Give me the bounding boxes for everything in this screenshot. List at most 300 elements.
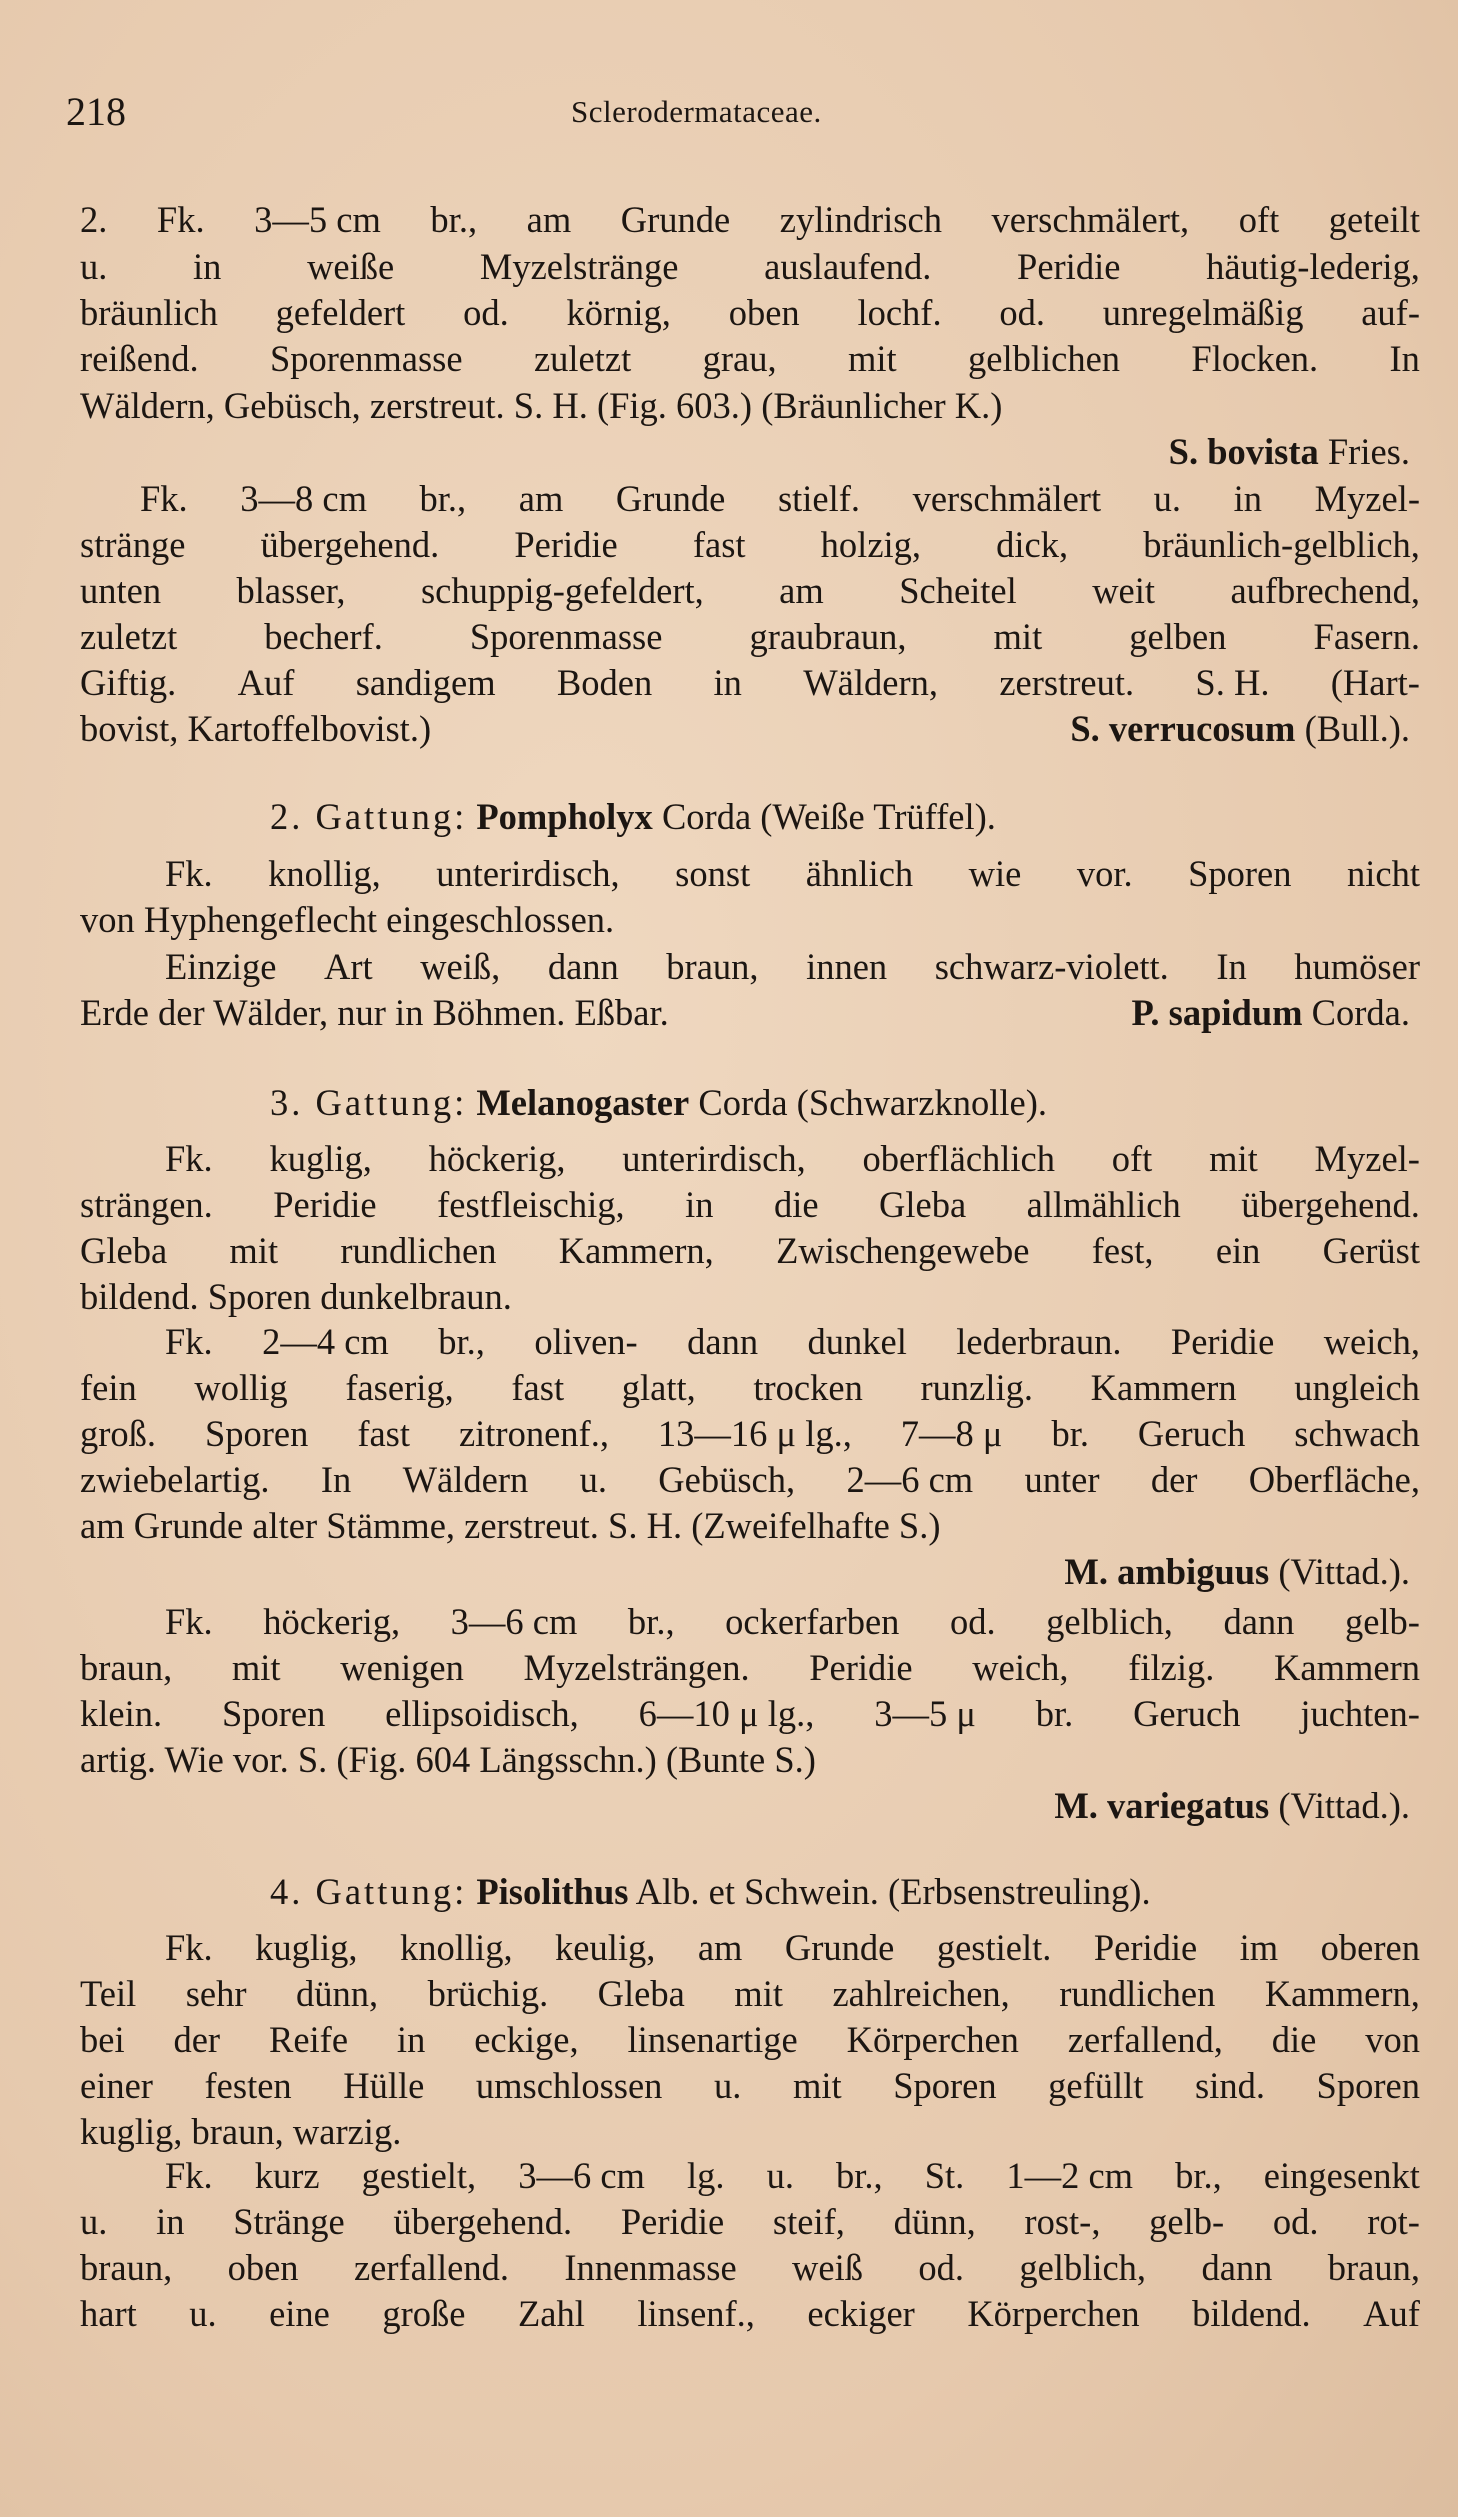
word: Giftig. (80, 662, 177, 703)
word: Kammern, (1264, 1973, 1420, 2014)
text-line (165, 852, 1420, 896)
word: ähnlich (805, 853, 914, 894)
word: unregelmäßig (1102, 292, 1304, 333)
word: fast (357, 1413, 411, 1454)
text-line (80, 1504, 1420, 1548)
word: runzlig. (920, 1367, 1033, 1408)
word: Reife (268, 2019, 349, 2060)
word: stielf. (777, 478, 861, 519)
word: der (173, 2019, 221, 2060)
word: br., (438, 1321, 485, 1362)
word: zuletzt (533, 338, 632, 379)
text-line (80, 2200, 1420, 2244)
text-line (165, 1600, 1420, 1644)
word: gelben (1129, 616, 1227, 657)
word: (Hart- (1330, 662, 1420, 703)
word: oben (227, 2247, 299, 2288)
word: lg. (687, 2155, 725, 2196)
word: ellipsoidisch, (385, 1693, 579, 1734)
word: br., (419, 478, 467, 519)
word: zerfallend, (1067, 2019, 1223, 2060)
word: sind. (1195, 2065, 1265, 2106)
word: eine (269, 2293, 330, 2334)
word: Fk. (165, 2155, 213, 2196)
word: zerfallend. (353, 2247, 509, 2288)
text-line (80, 1275, 1420, 1319)
word: Gerüst (1322, 1230, 1420, 1271)
species-name-line (1169, 430, 1410, 474)
word: in (685, 1184, 714, 1225)
word: Innenmasse (564, 2247, 737, 2288)
word: gestielt. (936, 1927, 1052, 1968)
text-line (80, 337, 1420, 381)
word: unten (80, 570, 162, 611)
genus-author: Corda (Schwarzknolle). (698, 1082, 1048, 1123)
word: einer (80, 2065, 153, 2106)
word: holzig, (820, 524, 922, 565)
word: Art (324, 946, 373, 987)
word: schuppig-gefeldert, (420, 570, 704, 611)
word: Grunde (620, 199, 731, 240)
word: bräunlich-gelblich, (1143, 524, 1420, 565)
word: körnig, (566, 292, 671, 333)
genus-label: 3. Gattung: (270, 1082, 468, 1123)
text-line (80, 2292, 1420, 2336)
word: weiß (792, 2247, 863, 2288)
word: filzig. (1128, 1647, 1215, 1688)
word: von Hyphengeflecht eingeschlossen. (80, 899, 615, 940)
word: Sporen (1316, 2065, 1420, 2106)
word: auslaufend. (764, 246, 932, 287)
word: Kammern, (558, 1230, 714, 1271)
word: faserig, (345, 1367, 454, 1408)
word: fast (692, 524, 746, 565)
word: zuletzt (80, 616, 178, 657)
word: klein. (80, 1693, 163, 1734)
word: linsenf., (637, 2293, 755, 2334)
word: große (382, 2293, 466, 2334)
word: in (193, 246, 222, 287)
word: 3—5 cm (254, 199, 381, 240)
word: in (1233, 478, 1263, 519)
text-line (80, 1229, 1420, 1273)
word: weich, (972, 1647, 1069, 1688)
word: grau, (702, 338, 777, 379)
word: rundlichen (1059, 1973, 1216, 2014)
text-line (80, 2064, 1420, 2108)
word: Sporen (204, 1413, 309, 1454)
word: stränge (80, 524, 186, 565)
word: in (713, 662, 742, 703)
word: Fk. (140, 478, 188, 519)
text-line (80, 1972, 1420, 2016)
word: dick, (996, 524, 1069, 565)
word: artig. Wie vor. S. (Fig. 604 Längsschn.) (Bunte S.) (80, 1739, 816, 1780)
text-line (80, 1412, 1420, 1456)
word: Wäldern, (80, 385, 215, 426)
word: Grunde (615, 478, 726, 519)
word: übergehend. (393, 2201, 573, 2242)
word: Kammern (1274, 1647, 1420, 1688)
word: wollig (194, 1367, 288, 1408)
word: hart (80, 2293, 137, 2334)
word: oft (1111, 1138, 1153, 1179)
word: u. (80, 2201, 108, 2242)
word: trocken (753, 1367, 863, 1408)
word: In (1389, 338, 1420, 379)
word: Fk. (165, 1927, 213, 1968)
genus-label: 4. Gattung: (270, 1871, 468, 1912)
word: br. (1035, 1693, 1074, 1734)
word: mit (993, 616, 1043, 657)
word: oberen (1320, 1927, 1420, 1968)
word: zitronenf., (458, 1413, 609, 1454)
word: wenigen (340, 1647, 464, 1688)
text-line (80, 2110, 1420, 2154)
word: höckerig, (263, 1601, 401, 1642)
word: od. (949, 1601, 996, 1642)
text-line (80, 523, 1420, 567)
species-author: Corda. (1311, 992, 1410, 1033)
word: gestielt, (361, 2155, 477, 2196)
word: sehr (185, 1973, 247, 2014)
word: gelblich, (1046, 1601, 1173, 1642)
word: dunkel (807, 1321, 907, 1362)
word: mit (734, 1973, 783, 2014)
word: S. H. (513, 385, 588, 426)
word: Peridie (1017, 246, 1121, 287)
word: Wäldern, (803, 662, 939, 703)
word: Fk. (165, 853, 213, 894)
word: oliven- (534, 1321, 638, 1362)
word: od. (463, 292, 509, 333)
word: In (1216, 946, 1247, 987)
text-line (80, 1692, 1420, 1736)
word: oft (1238, 199, 1280, 240)
text-line (80, 2018, 1420, 2062)
word: der (1150, 1459, 1198, 1500)
text-line (80, 1366, 1420, 1410)
word: in (396, 2019, 426, 2060)
word: geteilt (1328, 199, 1420, 240)
word: Peridie (1093, 1927, 1198, 1968)
word: schwarz-violett. (934, 946, 1169, 987)
word: festfleischig, (437, 1184, 625, 1225)
word: auf- (1361, 292, 1420, 333)
word: zylindrisch (779, 199, 942, 240)
word: allmählich (1026, 1184, 1181, 1225)
word: dann (687, 1321, 759, 1362)
word: 3—6 cm (518, 2155, 645, 2196)
word: mit (847, 338, 897, 379)
word: mit (229, 1230, 279, 1271)
word: Peridie (273, 1184, 377, 1225)
word: u. (189, 2293, 217, 2334)
word: häutig-lederig, (1206, 246, 1420, 287)
text-line (80, 384, 1420, 428)
word: ockerfarben (725, 1601, 900, 1642)
text-line (140, 477, 1420, 521)
genus-heading (270, 1870, 1420, 1914)
word: Sporenmasse (469, 616, 663, 657)
word: ein (1215, 1230, 1261, 1271)
word: die (1271, 2019, 1317, 2060)
word: Fk. (165, 1601, 213, 1642)
word: mit (792, 2065, 842, 2106)
word: verschmälert, (991, 199, 1190, 240)
word: groß. (80, 1413, 157, 1454)
word: rost-, (1024, 2201, 1101, 2242)
text-line (165, 945, 1420, 989)
word: gefüllt (1048, 2065, 1144, 2106)
text-line (165, 1320, 1420, 1364)
word: rundlichen (340, 1230, 497, 1271)
word: knollig, (400, 1927, 513, 1968)
word: unter (1024, 1459, 1100, 1500)
running-title: Sclerodermataceae. (571, 94, 822, 129)
genus-name: Pisolithus (476, 1871, 629, 1912)
word: innen (806, 946, 888, 987)
word: vor. (1076, 853, 1133, 894)
page-number: 218 (66, 89, 126, 134)
word: am (518, 478, 564, 519)
word: Fk. (156, 199, 205, 240)
word: Myzelsträngen. (523, 1647, 750, 1688)
text-line (165, 1926, 1420, 1970)
text-line (80, 291, 1420, 335)
word: Myzel- (1314, 478, 1420, 519)
word: am (697, 1927, 743, 1968)
word: St. (924, 2155, 965, 2196)
word: fast (511, 1367, 565, 1408)
word: Körperchen (967, 2293, 1140, 2334)
word: verschmälert (912, 478, 1102, 519)
genus-heading (270, 1081, 1420, 1125)
word: Gebüsch, (223, 385, 361, 426)
word: bräunlich (80, 292, 218, 333)
text-line (80, 198, 1420, 242)
species-name-line (1064, 1550, 1410, 1594)
word: Myzel- (1314, 1138, 1420, 1179)
word: oben (728, 292, 800, 333)
word: Peridie (1170, 1321, 1275, 1362)
word: gelblichen (968, 338, 1121, 379)
word: Einzige (165, 946, 277, 987)
species-name-line (1131, 991, 1410, 1035)
word: Peridie (620, 2201, 725, 2242)
word: gelb- (1344, 1601, 1420, 1642)
word: blasser, (236, 570, 346, 611)
word: u. (579, 1459, 607, 1500)
species-author: (Vittad.). (1278, 1785, 1410, 1826)
word: Wäldern (402, 1459, 529, 1500)
word: Gleba (80, 1230, 168, 1271)
word: kuglig, (269, 1138, 372, 1179)
word: steif, (772, 2201, 845, 2242)
word: 7—8 μ (900, 1413, 1003, 1454)
word: K.) (954, 385, 1003, 426)
word: br., (430, 199, 478, 240)
word: am Grunde alter Stämme, zerstreut. S. H. (Zweifelhafte S.) (80, 1505, 941, 1546)
word: gelb- (1149, 2201, 1225, 2242)
word: u. (714, 2065, 742, 2106)
word: dann (547, 946, 619, 987)
word: braun, (1327, 2247, 1420, 2288)
word: Geruch (1137, 1413, 1246, 1454)
word: weiße (307, 246, 395, 287)
word: Geruch (1133, 1693, 1241, 1734)
word: brüchig. (427, 1973, 549, 2014)
text-line (80, 569, 1420, 613)
word: Auf (1363, 2293, 1420, 2334)
word: dann (1201, 2247, 1273, 2288)
word: höckerig, (428, 1138, 566, 1179)
text-line (80, 2246, 1420, 2290)
word: die (773, 1184, 819, 1225)
word: Fk. (165, 1138, 213, 1179)
word: nicht (1346, 853, 1420, 894)
word: dann (1223, 1601, 1295, 1642)
genus-heading (270, 795, 1420, 839)
word: übergehend. (1241, 1184, 1420, 1225)
word: weich, (1323, 1321, 1420, 1362)
word: übergehend. (260, 524, 440, 565)
word: Fasern. (1313, 616, 1420, 657)
word: braun, (666, 946, 759, 987)
species-name: S. verrucosum (1070, 708, 1296, 749)
word: eckiger (807, 2293, 915, 2334)
word: Zahl (517, 2293, 585, 2334)
word: Körperchen (846, 2019, 1019, 2060)
word: sandigem (355, 662, 496, 703)
word: Stränge (233, 2201, 345, 2242)
word: knollig, (268, 853, 381, 894)
species-author: (Vittad.). (1278, 1551, 1410, 1592)
species-name-line (1054, 1784, 1410, 1828)
word: Gleba (879, 1184, 967, 1225)
word: gelblich, (1019, 2247, 1147, 2288)
word: bildend. Sporen dunkelbraun. (80, 1276, 512, 1317)
word: od. (999, 292, 1045, 333)
word: Sporen (893, 2065, 997, 2106)
species-author: Fries. (1327, 431, 1410, 472)
word: glatt, (621, 1367, 696, 1408)
word: kurz (254, 2155, 320, 2196)
species-name: M. ambiguus (1064, 1551, 1270, 1592)
word: Scheitel (899, 570, 1017, 611)
word: ungleich (1294, 1367, 1420, 1408)
word: zwiebelartig. (80, 1459, 270, 1500)
word: unterirdisch, (622, 1138, 806, 1179)
text-line (165, 2154, 1420, 2198)
word: br., (836, 2155, 883, 2196)
word: S. H. (1195, 662, 1270, 703)
word: eckige, (474, 2019, 579, 2060)
word: 3—6 cm (450, 1601, 578, 1642)
word: fest, (1091, 1230, 1154, 1271)
word: zahlreichen, (832, 1973, 1010, 2014)
genus-author: Alb. et Schwein. (Erbsenstreuling). (635, 1871, 1151, 1912)
word: br., (1175, 2155, 1222, 2196)
word: 3—5 μ (874, 1693, 976, 1734)
genus-name: Pompholyx (476, 796, 653, 837)
word: Sporenmasse (269, 338, 463, 379)
species-author: (Bull.). (1304, 708, 1410, 749)
text-line (80, 1646, 1420, 1690)
word: gefeldert (275, 292, 406, 333)
word: Peridie (809, 1647, 913, 1688)
word: braun, (80, 1647, 173, 1688)
word: u. (1153, 478, 1182, 519)
word: br., (627, 1601, 675, 1642)
word: in (156, 2201, 185, 2242)
word: Auf (237, 662, 295, 703)
word: Kammern (1090, 1367, 1237, 1408)
species-name-line (1070, 707, 1410, 751)
word: becherf. (264, 616, 383, 657)
word: sonst (675, 853, 751, 894)
species-name: M. variegatus (1054, 1785, 1270, 1826)
word: rot- (1367, 2201, 1420, 2242)
word: lederbraun. (956, 1321, 1122, 1362)
word: Hülle (343, 2065, 425, 2106)
word: dünn, (893, 2201, 976, 2242)
word: lochf. (857, 292, 942, 333)
word: von (1365, 2019, 1420, 2060)
word: graubraun, (749, 616, 907, 657)
word: unterirdisch, (436, 853, 620, 894)
species-name: S. bovista (1168, 431, 1319, 472)
word: zerstreut. (999, 662, 1135, 703)
word: 2. (80, 199, 108, 240)
text-line (80, 615, 1420, 659)
word: oberflächlich (862, 1138, 1056, 1179)
word: festen (204, 2065, 292, 2106)
word: aufbrechend, (1230, 570, 1420, 611)
word: umschlossen (475, 2065, 663, 2106)
text-line (80, 661, 1420, 705)
word: Teil (80, 1973, 137, 2014)
text-line (165, 1137, 1420, 1181)
text-line (80, 1738, 1420, 1782)
word: Zwischengewebe (776, 1230, 1030, 1271)
word: juchten- (1300, 1693, 1420, 1734)
word: bovist, Kartoffelbovist.) (80, 708, 432, 749)
word: zerstreut. (369, 385, 505, 426)
word: In (320, 1459, 352, 1500)
word: od. (1272, 2201, 1319, 2242)
genus-name: Melanogaster (476, 1082, 690, 1123)
word: Gleba (597, 1973, 685, 2014)
word: linsenartige (627, 2019, 798, 2060)
word: od. (918, 2247, 964, 2288)
text-line (80, 1458, 1420, 1502)
word: 6—10 μ lg., (638, 1693, 815, 1734)
word: Fk. (165, 1321, 213, 1362)
word: Myzelstränge (479, 246, 679, 287)
word: weit (1092, 570, 1156, 611)
word: kuglig, (255, 1927, 358, 1968)
word: im (1239, 1927, 1279, 1968)
word: Flocken. (1191, 338, 1319, 379)
word: dünn, (295, 1973, 379, 2014)
word: br. (1051, 1413, 1089, 1454)
word: Peridie (514, 524, 618, 565)
page-header (66, 88, 1426, 138)
text-line (80, 898, 1420, 942)
word: weiß, (420, 946, 501, 987)
word: Gebüsch, (658, 1459, 796, 1500)
